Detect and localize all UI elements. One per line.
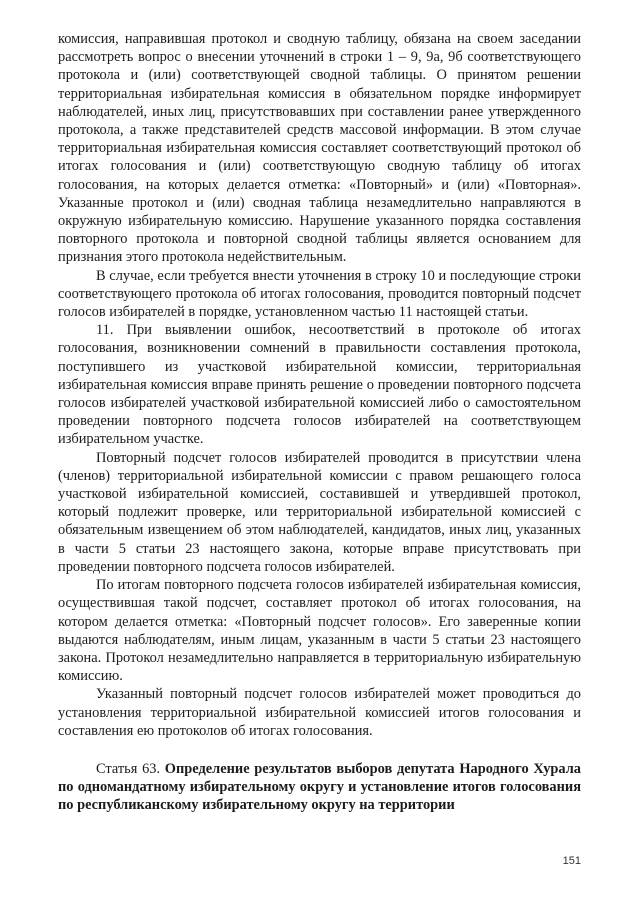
spacer <box>58 740 581 760</box>
paragraph: Указанный повторный подсчет голосов избирателей может проводиться до установления территориальной избирательной комиссией итогов голосования и составления ею протоколов об итогах голосования. <box>58 686 581 739</box>
article-title: Определение результатов выборов депутата Народного Хурала по одномандатному избирательному округу и установление итогов голосования по республиканскому избирательному округу на территории <box>58 760 581 814</box>
page-number: 151 <box>562 855 581 867</box>
paragraph: 11. При выявлении ошибок, несоответствий в протоколе об итогах голосования, возникновении сомнений в правильности составления протокола, поступившего из участковой избирательной комиссии, территориальная избирательная комиссия вправе принять решение о проведении повторного подсчета голосов избирателей участковой избирательной комиссией либо о самостоятельном проведении повторного подсчета голосов избирателей на соответствующем избирательном участке. <box>58 322 581 448</box>
article-heading <box>58 760 581 815</box>
document-body <box>58 30 581 815</box>
paragraph: В случае, если требуется внести уточнения в строку 10 и последующие строки соответствующего протокола об итогах голосования, проводится повторный подсчет голосов избирателей в порядке, установленном частью 11 настоящей статьи. <box>58 267 581 321</box>
paragraph: Повторный подсчет голосов избирателей проводится в присутствии члена (членов) территориальной избирательной комиссии с правом решающего голоса участковой избирательной комиссией, составившей и утвердившей протокол, который подлежит проверке, или территориальной избирательной комиссией с обязательным извещением об этом наблюдателей, кандидатов, иных лиц, указанных в части 5 статьи 23 настоящего закона, которые вправе присутствовать при проведении повторного подсчета голосов избирателей. <box>58 449 581 575</box>
paragraph: По итогам повторного подсчета голосов избирателей избирательная комиссия, осуществившая такой подсчет, составляет протокол об итогах голосования, на котором делается отметка: «Повторный подсчет голосов». Его заверенные копии выдаются наблюдателям, иным лицам, указанным в части 5 статьи 23 настоящего закона. Протокол незамедлительно направляется в территориальную избирательную комиссию. <box>58 577 581 685</box>
article-number: Статья 63. <box>96 760 165 777</box>
paragraph: комиссия, направившая протокол и сводную таблицу, обязана на своем заседании рассмотреть вопрос о внесении уточнений в строки 1 – 9, 9а, 9б соответствующего протокола и (или) соответствующей сводной таблицы. О принятом решении территориальная избирательная комиссия в обязательном порядке информирует наблюдателей, иных лиц, присутствовавших при составлении ранее утвержденного протокола, а также представителей средств массовой информации. В этом случае территориальная избирательная комиссия составляет соответствующий протокол об итогах голосования и (или) соответствующую сводную таблицу об итогах голосования, на которых делается отметка: «Повторный» и (или) «Повторная». Указанные протокол и (или) сводная таблица незамедлительно направляются в окружную избирательную комиссию. Нарушение указанного порядка составления повторного протокола и повторной сводной таблицы является основанием для признания этого протокола недействительным. <box>58 31 581 266</box>
